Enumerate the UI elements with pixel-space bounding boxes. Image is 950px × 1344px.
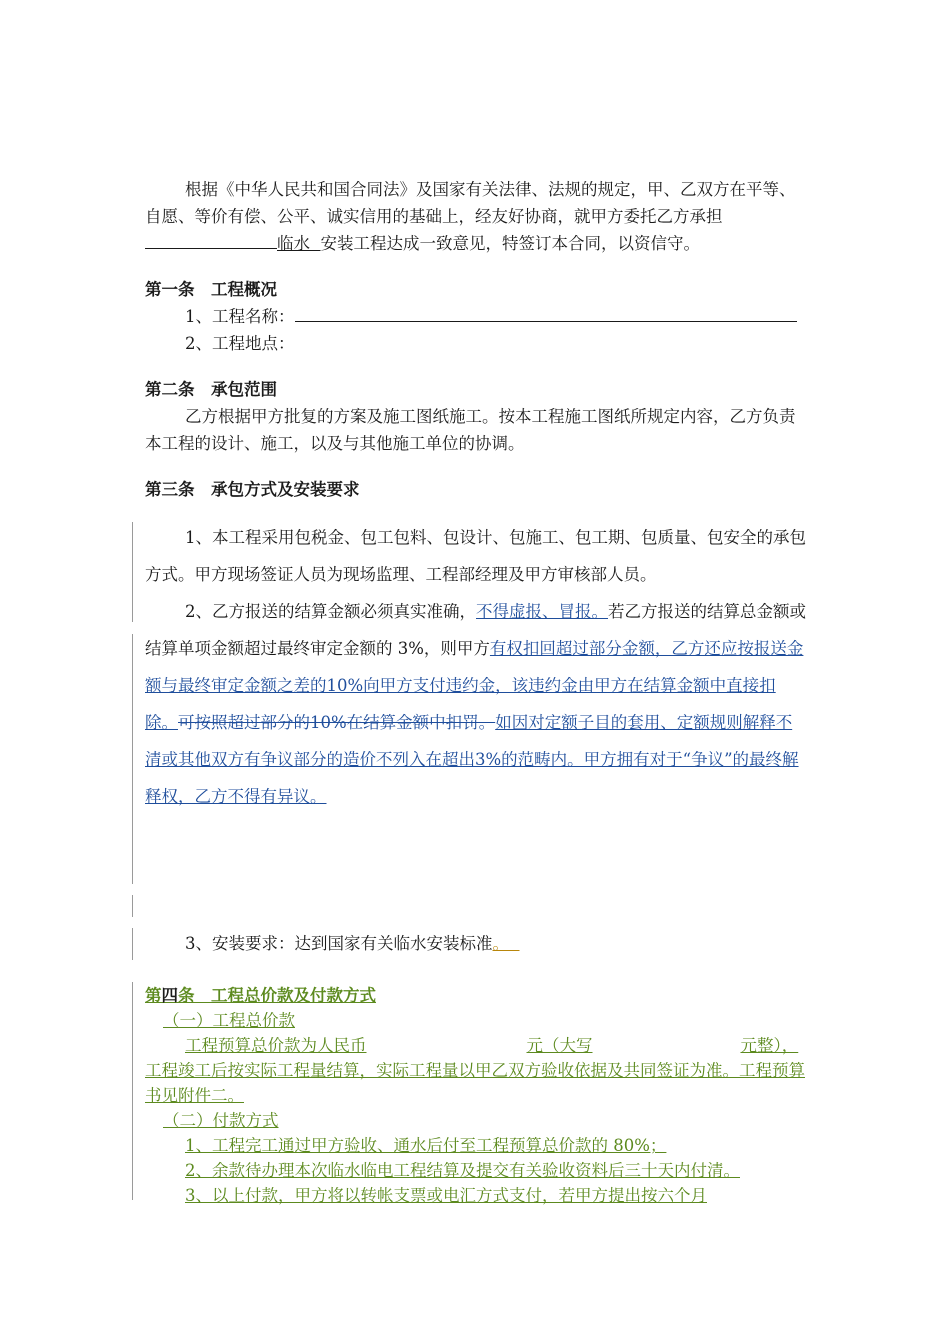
project-location-label: 2、工程地点： [185, 334, 295, 353]
revision-bar [132, 928, 133, 960]
inserted-space [509, 934, 520, 953]
article1-title: 第一条 工程概况 [145, 280, 277, 299]
install-requirement-text: 3、安装要求：达到国家有关临水安装标准 [185, 934, 493, 953]
price-text-a: 工程预算总价款为人民币 [185, 1036, 367, 1055]
article3-items [145, 519, 807, 815]
blank-field [145, 232, 277, 249]
revision-bar [132, 522, 133, 622]
article4-price [145, 1033, 807, 1108]
article3-item3 [145, 930, 807, 957]
revision-bar [132, 634, 133, 884]
article2-body: 乙方根据甲方批复的方案及施工图纸施工。按本工程施工图纸所规定内容，乙方负责本工程的设计、施工，以及与其他施工单位的协调。 [145, 407, 796, 453]
article4-sub2: （二）付款方式 [163, 1111, 279, 1130]
project-name-line [145, 303, 807, 330]
inserted-text: 不得虚报、冒报。 [476, 602, 608, 621]
project-name-label: 1、工程名称： [185, 307, 295, 326]
deleted-text: 可按照超过部分的10%在结算金额中扣罚。 [178, 713, 496, 732]
article3-item2 [145, 593, 807, 815]
intro-paragraph [145, 176, 807, 257]
contract-body [145, 176, 807, 503]
inserted-text: 。 [492, 934, 509, 953]
article3-item1: 1、本工程采用包税金、包工包料、包设计、包施工、包工期、包质量、包安全的承包方式。甲方现场签证人员为现场监理、工程部经理及甲方审核部人员。 [145, 528, 806, 584]
payment-item-2: 2、余款待办理本次临水临电工程结算及提交有关验收资料后三十天内付清。 [185, 1161, 740, 1180]
price-text-b: 元（大写 [526, 1036, 593, 1055]
article3-title: 第三条 承包方式及安装要求 [145, 480, 360, 499]
price-amount-blank [367, 1033, 527, 1058]
article4-title-a: 第 [145, 986, 162, 1005]
inserted-text: 如因对定额子目的套用、定额规则解释不清或其他双方有争议部分的造价不列入在超出3%的范畴内。甲方拥有对于“争议”的最终解释权，乙方不得有异议。 [145, 713, 799, 806]
item2-text-b: 若乙方报送的结算总金额或结算单项金额超过最终审定金额的 3%，则甲方 [145, 602, 806, 658]
article4-title [145, 983, 807, 1008]
project-location-line [145, 330, 807, 357]
article4-title-c: 条 工程总价款及付款方式 [178, 986, 376, 1005]
price-words-blank [593, 1033, 741, 1058]
article4-sub1: （一）工程总价款 [163, 1011, 295, 1030]
install-requirement [145, 930, 807, 957]
inserted-text: 有权扣回超过部分金额，乙方还应按报送金额与最终审定金额之差的10%向甲方支付违约金，该违约金由甲方在结算金额中直接扣除。 [145, 639, 804, 732]
article4 [145, 983, 807, 1208]
intro-text: 根据《中华人民共和国合同法》及国家有关法律、法规的规定，甲、乙双方在平等、自愿、等价有偿、公平、诚实信用的基础上，经友好协商，就甲方委托乙方承担 [145, 180, 796, 226]
revision-bar [132, 982, 133, 1200]
article2-title: 第二条 承包范围 [145, 380, 277, 399]
payment-item-1: 1、工程完工通过甲方验收、通水后付至工程预算总价款的 80%； [185, 1136, 667, 1155]
payment-item-3: 3、以上付款，甲方将以转帐支票或电汇方式支付，若甲方提出按六个月 [185, 1186, 707, 1205]
project-type: 临水 [277, 234, 310, 253]
project-name-field [295, 305, 797, 322]
blank-field [310, 234, 321, 253]
revision-bar [132, 895, 133, 917]
price-text-c: 元整），工程竣工后按实际工程量结算，实际工程量以甲乙双方验收依据及共同签证为准。工程预算书见附件二。 [145, 1036, 805, 1105]
article4-title-b: 四 [161, 986, 178, 1005]
intro-text-end: 安装工程达成一致意见，特签订本合同，以资信守。 [320, 234, 700, 253]
item2-text-a: 2、乙方报送的结算金额必须真实准确， [185, 602, 476, 621]
